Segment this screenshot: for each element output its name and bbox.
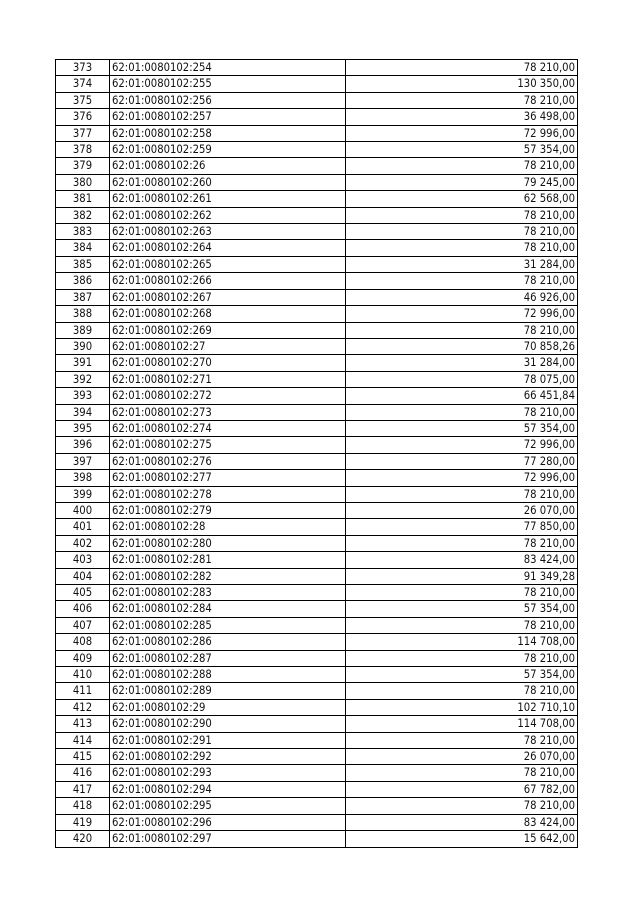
row-number-cell: 409 <box>56 650 110 666</box>
table-row <box>56 322 578 338</box>
cadastral-number-cell: 62:01:0080102:285 <box>110 617 346 633</box>
row-number-cell: 393 <box>56 388 110 404</box>
table-row <box>56 388 578 404</box>
row-number-cell: 415 <box>56 749 110 765</box>
row-number-cell: 391 <box>56 355 110 371</box>
cadastral-number-cell: 62:01:0080102:270 <box>110 355 346 371</box>
table-row <box>56 732 578 748</box>
cadastral-number-cell: 62:01:0080102:284 <box>110 601 346 617</box>
table-row <box>56 355 578 371</box>
cadastral-number-cell: 62:01:0080102:254 <box>110 60 346 76</box>
row-number-cell: 380 <box>56 174 110 190</box>
cadastral-value-cell: 78 210,00 <box>346 322 578 338</box>
row-number-cell: 412 <box>56 699 110 715</box>
cadastral-number-cell: 62:01:0080102:276 <box>110 453 346 469</box>
row-number-cell: 389 <box>56 322 110 338</box>
row-number-cell: 375 <box>56 92 110 108</box>
row-number-cell: 390 <box>56 338 110 354</box>
row-number-cell: 417 <box>56 781 110 797</box>
row-number-cell: 418 <box>56 798 110 814</box>
cadastral-number-cell: 62:01:0080102:291 <box>110 732 346 748</box>
cadastral-value-cell: 78 210,00 <box>346 617 578 633</box>
row-number-cell: 397 <box>56 453 110 469</box>
row-number-cell: 420 <box>56 831 110 847</box>
cadastral-number-cell: 62:01:0080102:274 <box>110 420 346 436</box>
table-row <box>56 699 578 715</box>
cadastral-value-cell: 114 708,00 <box>346 634 578 650</box>
row-number-cell: 399 <box>56 486 110 502</box>
cadastral-number-cell: 62:01:0080102:273 <box>110 404 346 420</box>
table-row <box>56 814 578 830</box>
cadastral-number-cell: 62:01:0080102:257 <box>110 109 346 125</box>
cadastral-number-cell: 62:01:0080102:293 <box>110 765 346 781</box>
cadastral-value-cell: 77 850,00 <box>346 519 578 535</box>
row-number-cell: 385 <box>56 256 110 272</box>
table-row <box>56 289 578 305</box>
cadastral-number-cell: 62:01:0080102:27 <box>110 338 346 354</box>
row-number-cell: 381 <box>56 191 110 207</box>
cadastral-value-cell: 72 996,00 <box>346 470 578 486</box>
cadastral-value-cell: 78 210,00 <box>346 683 578 699</box>
table-row <box>56 60 578 76</box>
row-number-cell: 377 <box>56 125 110 141</box>
row-number-cell: 419 <box>56 814 110 830</box>
table-row <box>56 601 578 617</box>
cadastral-value-cell: 78 210,00 <box>346 404 578 420</box>
row-number-cell: 396 <box>56 437 110 453</box>
cadastral-value-cell: 57 354,00 <box>346 142 578 158</box>
table-row <box>56 109 578 125</box>
table-row <box>56 470 578 486</box>
cadastral-number-cell: 62:01:0080102:295 <box>110 798 346 814</box>
row-number-cell: 403 <box>56 552 110 568</box>
cadastral-number-cell: 62:01:0080102:261 <box>110 191 346 207</box>
cadastral-value-cell: 57 354,00 <box>346 601 578 617</box>
row-number-cell: 414 <box>56 732 110 748</box>
row-number-cell: 387 <box>56 289 110 305</box>
cadastral-value-cell: 72 996,00 <box>346 306 578 322</box>
cadastral-number-cell: 62:01:0080102:278 <box>110 486 346 502</box>
cadastral-value-cell: 79 245,00 <box>346 174 578 190</box>
cadastral-number-cell: 62:01:0080102:262 <box>110 207 346 223</box>
table-row <box>56 798 578 814</box>
table-row <box>56 683 578 699</box>
cadastral-number-cell: 62:01:0080102:258 <box>110 125 346 141</box>
cadastral-value-cell: 78 210,00 <box>346 273 578 289</box>
cadastral-value-cell: 78 210,00 <box>346 732 578 748</box>
cadastral-value-cell: 31 284,00 <box>346 256 578 272</box>
table-row <box>56 667 578 683</box>
table-row <box>56 552 578 568</box>
cadastral-value-cell: 78 210,00 <box>346 224 578 240</box>
cadastral-number-cell: 62:01:0080102:269 <box>110 322 346 338</box>
row-number-cell: 395 <box>56 420 110 436</box>
row-number-cell: 402 <box>56 535 110 551</box>
cadastral-value-cell: 72 996,00 <box>346 437 578 453</box>
table-row <box>56 142 578 158</box>
table-body <box>56 60 578 848</box>
cadastral-number-cell: 62:01:0080102:271 <box>110 371 346 387</box>
cadastral-number-cell: 62:01:0080102:292 <box>110 749 346 765</box>
row-number-cell: 398 <box>56 470 110 486</box>
table-row <box>56 437 578 453</box>
cadastral-value-cell: 77 280,00 <box>346 453 578 469</box>
cadastral-value-cell: 15 642,00 <box>346 831 578 847</box>
cadastral-value-cell: 78 210,00 <box>346 486 578 502</box>
cadastral-value-cell: 46 926,00 <box>346 289 578 305</box>
cadastral-value-cell: 57 354,00 <box>346 667 578 683</box>
cadastral-number-cell: 62:01:0080102:259 <box>110 142 346 158</box>
cadastral-number-cell: 62:01:0080102:280 <box>110 535 346 551</box>
cadastral-value-cell: 31 284,00 <box>346 355 578 371</box>
row-number-cell: 401 <box>56 519 110 535</box>
table-row <box>56 650 578 666</box>
cadastral-number-cell: 62:01:0080102:26 <box>110 158 346 174</box>
table-row <box>56 240 578 256</box>
table-row <box>56 92 578 108</box>
table-row <box>56 306 578 322</box>
table-row <box>56 404 578 420</box>
table-row <box>56 158 578 174</box>
table-row <box>56 585 578 601</box>
cadastral-number-cell: 62:01:0080102:290 <box>110 716 346 732</box>
table-row <box>56 273 578 289</box>
cadastral-number-cell: 62:01:0080102:275 <box>110 437 346 453</box>
table-row <box>56 831 578 847</box>
cadastral-value-cell: 70 858,26 <box>346 338 578 354</box>
row-number-cell: 386 <box>56 273 110 289</box>
table-row <box>56 781 578 797</box>
cadastral-value-cell: 62 568,00 <box>346 191 578 207</box>
cadastral-number-cell: 62:01:0080102:283 <box>110 585 346 601</box>
row-number-cell: 400 <box>56 502 110 518</box>
cadastral-number-cell: 62:01:0080102:289 <box>110 683 346 699</box>
row-number-cell: 379 <box>56 158 110 174</box>
cadastral-value-cell: 102 710,10 <box>346 699 578 715</box>
cadastral-number-cell: 62:01:0080102:28 <box>110 519 346 535</box>
cadastral-number-cell: 62:01:0080102:287 <box>110 650 346 666</box>
row-number-cell: 411 <box>56 683 110 699</box>
cadastral-number-cell: 62:01:0080102:29 <box>110 699 346 715</box>
table-row <box>56 76 578 92</box>
table-row <box>56 191 578 207</box>
row-number-cell: 383 <box>56 224 110 240</box>
cadastral-number-cell: 62:01:0080102:294 <box>110 781 346 797</box>
cadastral-number-cell: 62:01:0080102:288 <box>110 667 346 683</box>
table-row <box>56 765 578 781</box>
table-row <box>56 535 578 551</box>
row-number-cell: 388 <box>56 306 110 322</box>
cadastral-value-cell: 66 451,84 <box>346 388 578 404</box>
table-row <box>56 256 578 272</box>
row-number-cell: 410 <box>56 667 110 683</box>
table-row <box>56 716 578 732</box>
table-row <box>56 224 578 240</box>
cadastral-value-cell: 26 070,00 <box>346 502 578 518</box>
table-row <box>56 174 578 190</box>
cadastral-value-cell: 78 210,00 <box>346 240 578 256</box>
cadastral-number-cell: 62:01:0080102:268 <box>110 306 346 322</box>
cadastral-number-cell: 62:01:0080102:264 <box>110 240 346 256</box>
cadastral-number-cell: 62:01:0080102:260 <box>110 174 346 190</box>
cadastral-value-cell: 78 210,00 <box>346 207 578 223</box>
cadastral-value-cell: 67 782,00 <box>346 781 578 797</box>
cadastral-value-cell: 78 210,00 <box>346 158 578 174</box>
cadastral-number-cell: 62:01:0080102:281 <box>110 552 346 568</box>
cadastral-value-cell: 78 210,00 <box>346 765 578 781</box>
table-row <box>56 125 578 141</box>
row-number-cell: 382 <box>56 207 110 223</box>
cadastral-value-cell: 78 210,00 <box>346 585 578 601</box>
cadastral-value-cell: 130 350,00 <box>346 76 578 92</box>
cadastral-number-cell: 62:01:0080102:297 <box>110 831 346 847</box>
row-number-cell: 413 <box>56 716 110 732</box>
cadastral-number-cell: 62:01:0080102:296 <box>110 814 346 830</box>
table-row <box>56 502 578 518</box>
cadastral-number-cell: 62:01:0080102:256 <box>110 92 346 108</box>
table-row <box>56 207 578 223</box>
cadastral-value-cell: 78 210,00 <box>346 650 578 666</box>
cadastral-value-cell: 78 075,00 <box>346 371 578 387</box>
row-number-cell: 378 <box>56 142 110 158</box>
table-row <box>56 371 578 387</box>
row-number-cell: 416 <box>56 765 110 781</box>
cadastral-number-cell: 62:01:0080102:282 <box>110 568 346 584</box>
cadastral-value-cell: 78 210,00 <box>346 798 578 814</box>
cadastral-value-cell: 78 210,00 <box>346 60 578 76</box>
cadastral-value-cell: 114 708,00 <box>346 716 578 732</box>
table-row <box>56 486 578 502</box>
cadastral-number-cell: 62:01:0080102:263 <box>110 224 346 240</box>
cadastral-value-cell: 72 996,00 <box>346 125 578 141</box>
table-row <box>56 338 578 354</box>
row-number-cell: 407 <box>56 617 110 633</box>
table-row <box>56 617 578 633</box>
cadastral-number-cell: 62:01:0080102:266 <box>110 273 346 289</box>
row-number-cell: 406 <box>56 601 110 617</box>
cadastral-value-cell: 36 498,00 <box>346 109 578 125</box>
cadastral-value-cell: 91 349,28 <box>346 568 578 584</box>
table-row <box>56 519 578 535</box>
cadastral-number-cell: 62:01:0080102:255 <box>110 76 346 92</box>
table-row <box>56 749 578 765</box>
row-number-cell: 392 <box>56 371 110 387</box>
cadastral-value-table <box>55 59 578 848</box>
cadastral-value-cell: 78 210,00 <box>346 92 578 108</box>
cadastral-value-cell: 78 210,00 <box>346 535 578 551</box>
cadastral-number-cell: 62:01:0080102:277 <box>110 470 346 486</box>
cadastral-number-cell: 62:01:0080102:279 <box>110 502 346 518</box>
cadastral-value-cell: 57 354,00 <box>346 420 578 436</box>
cadastral-number-cell: 62:01:0080102:286 <box>110 634 346 650</box>
row-number-cell: 404 <box>56 568 110 584</box>
cadastral-number-cell: 62:01:0080102:267 <box>110 289 346 305</box>
table-row <box>56 453 578 469</box>
cadastral-number-cell: 62:01:0080102:265 <box>110 256 346 272</box>
row-number-cell: 384 <box>56 240 110 256</box>
cadastral-number-cell: 62:01:0080102:272 <box>110 388 346 404</box>
cadastral-value-cell: 83 424,00 <box>346 814 578 830</box>
table-row <box>56 568 578 584</box>
row-number-cell: 373 <box>56 60 110 76</box>
table-row <box>56 634 578 650</box>
cadastral-value-cell: 26 070,00 <box>346 749 578 765</box>
row-number-cell: 376 <box>56 109 110 125</box>
table-row <box>56 420 578 436</box>
row-number-cell: 408 <box>56 634 110 650</box>
row-number-cell: 405 <box>56 585 110 601</box>
row-number-cell: 374 <box>56 76 110 92</box>
row-number-cell: 394 <box>56 404 110 420</box>
cadastral-value-cell: 83 424,00 <box>346 552 578 568</box>
